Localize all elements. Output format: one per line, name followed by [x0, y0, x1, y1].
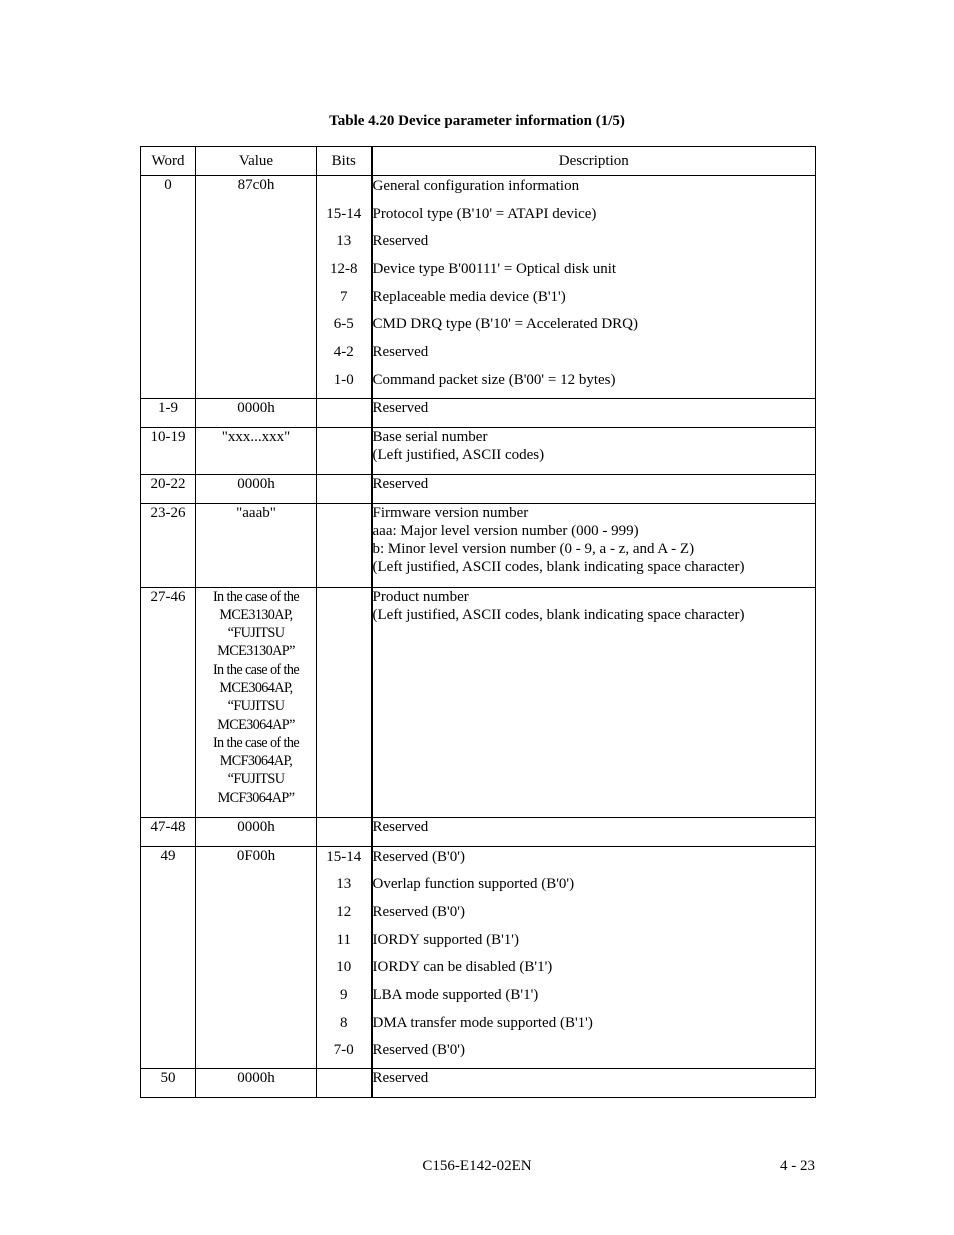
table-row [141, 474, 816, 503]
word-cell: 0 [141, 176, 196, 399]
word-cell: 20-22 [141, 474, 196, 503]
table-row [141, 1069, 816, 1098]
word-cell: 10-19 [141, 427, 196, 474]
bits-cell [317, 398, 372, 427]
description-cell: Reserved (B'0') Overlap function supported (B'0') Reserved (B'0') IORDY supported (B'1') IORDY can be disabled (B'1') LBA mode supported (B'1') DMA transfer mode supported (B'1') Reserved (B'0') [372, 846, 816, 1069]
page-number: 4 - 23 [780, 1158, 815, 1174]
header-bits: Bits [317, 147, 372, 176]
description-cell: General configuration information Protocol type (B'10' = ATAPI device) Reserved Device type B'00111' = Optical disk unit Replaceable media device (B'1') CMD DRQ type (B'10' = Accelerated DRQ) Reserved Command packet size (B'00' = 12 bytes) [372, 176, 816, 399]
word-cell: 23-26 [141, 503, 196, 587]
description-cell: Reserved [372, 817, 816, 846]
value-cell: "xxx...xxx" [196, 427, 317, 474]
value-cell: In the case of the MCE3130AP, “FUJITSU MCE3130AP” In the case of the MCE3064AP, “FUJITSU MCE3064AP” In the case of the MCF3064AP, “FUJITSU MCF3064AP” [196, 587, 317, 817]
bits-cell [317, 503, 372, 587]
bits-cell [317, 587, 372, 817]
description-cell: Reserved [372, 398, 816, 427]
bits-cell: 15-14 13 12-8 7 6-5 4-2 1-0 [317, 176, 372, 399]
description-cell: Reserved [372, 1069, 816, 1098]
value-cell: 0000h [196, 817, 317, 846]
table-row [141, 846, 816, 1069]
table-row [141, 817, 816, 846]
description-cell: Reserved [372, 474, 816, 503]
table-row [141, 587, 816, 817]
bits-cell [317, 817, 372, 846]
document-code: C156-E142-02EN [422, 1158, 532, 1174]
value-cell: 0000h [196, 398, 317, 427]
word-cell: 1-9 [141, 398, 196, 427]
description-cell: Product number (Left justified, ASCII codes, blank indicating space character) [372, 587, 816, 817]
value-cell: "aaab" [196, 503, 317, 587]
table-row [141, 503, 816, 587]
description-cell: Base serial number (Left justified, ASCII codes) [372, 427, 816, 474]
header-description: Description [372, 147, 816, 176]
word-cell: 27-46 [141, 587, 196, 817]
word-cell: 50 [141, 1069, 196, 1098]
table-row [141, 176, 816, 399]
word-cell: 47-48 [141, 817, 196, 846]
header-word: Word [141, 147, 196, 176]
table-header-row [141, 147, 816, 176]
value-cell: 0000h [196, 474, 317, 503]
table-row [141, 398, 816, 427]
bits-cell [317, 427, 372, 474]
bits-cell: 15-14 13 12 11 10 9 8 7-0 [317, 846, 372, 1069]
value-cell: 87c0h [196, 176, 317, 399]
table-title: Table 4.20 Device parameter information (1/5) [329, 113, 625, 129]
device-parameter-table [140, 146, 816, 1098]
bits-cell [317, 1069, 372, 1098]
value-cell: 0F00h [196, 846, 317, 1069]
table-row [141, 427, 816, 474]
value-cell: 0000h [196, 1069, 317, 1098]
header-value: Value [196, 147, 317, 176]
bits-cell [317, 474, 372, 503]
description-cell: Firmware version number aaa: Major level version number (000 - 999) b: Minor level version number (0 - 9, a - z, and A - Z) (Left justified, ASCII codes, blank indicating space character) [372, 503, 816, 587]
word-cell: 49 [141, 846, 196, 1069]
